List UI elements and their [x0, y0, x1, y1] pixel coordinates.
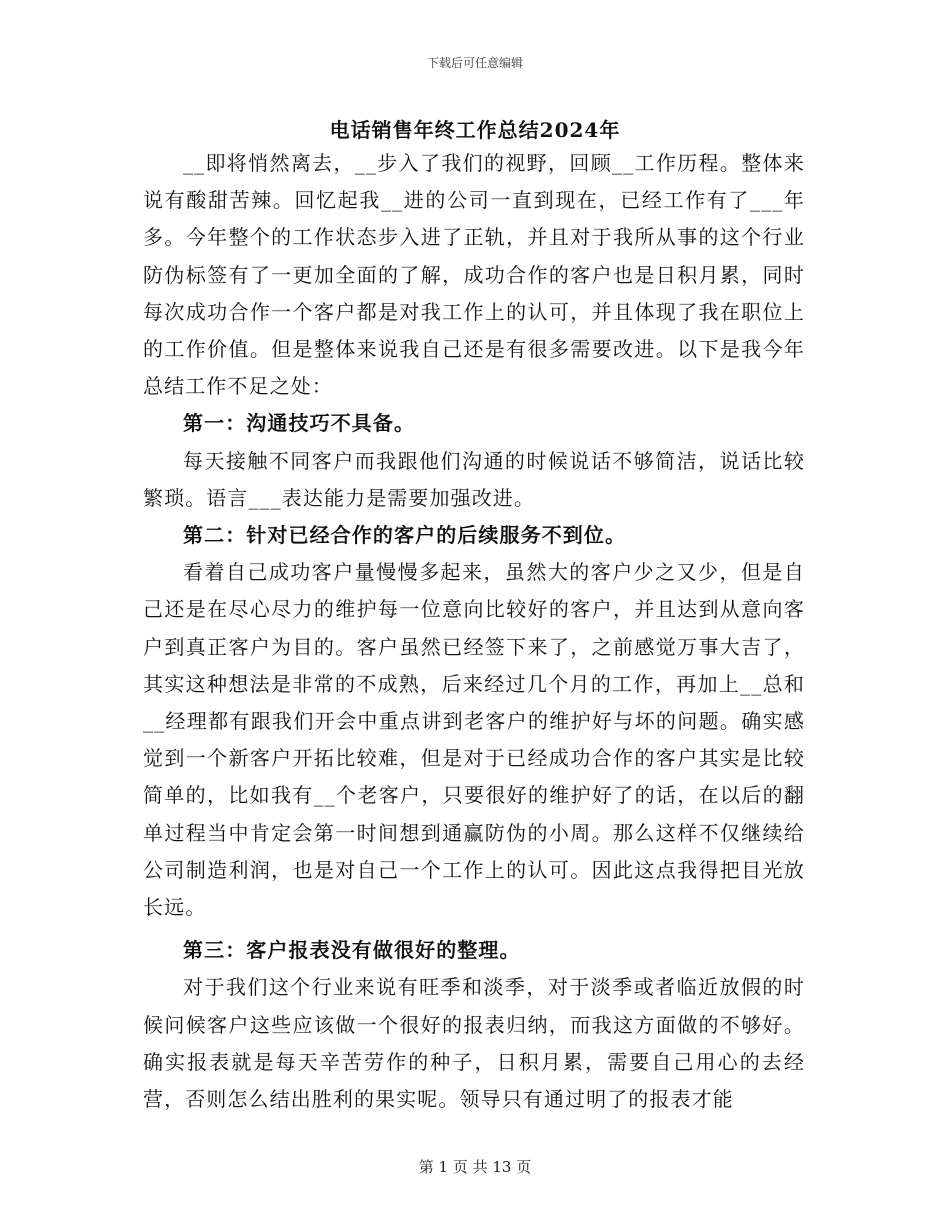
section-heading-3: 第三：客户报表没有做很好的整理。 [183, 938, 521, 963]
document-title: 电话销售年终工作总结2024年 [329, 118, 621, 142]
page-header-note: 下载后可任意编辑 [426, 56, 523, 70]
section-paragraph-1: 每天接触不同客户而我跟他们沟通的时候说话不够简洁，说话比较繁琐。语言___表达能力是需要加强改进。 [143, 448, 805, 510]
section-heading-1: 第一：沟通技巧不具备。 [183, 411, 416, 436]
section-paragraph-3: 对于我们这个行业来说有旺季和淡季，对于淡季或者临近放假的时候问候客户这些应该做一个很好的报表归纳，而我这方面做的不够好。确实报表就是每天辛苦劳作的种子，日积月累，需要自己用心的去经营，否则怎么结出胜利的果实呢。领导只有通过明了的报表才能 [143, 975, 805, 1112]
intro-paragraph: __即将悄然离去，__步入了我们的视野，回顾__工作历程。整体来说有酸甜苦辣。回忆起我__进的公司一直到现在，已经工作有了___年多。今年整个的工作状态步入进了正轨，并且对于我所从事的这个行业防伪标签有了一更加全面的了解，成功合作的客户也是日积月累，同时每次成功合作一个客户都是对我工作上的认可，并且体现了我在职位上的工作价值。但是整体来说我自己还是有很多需要改进。以下是我今年总结工作不足之处： [143, 151, 805, 399]
page-number: 第 1 页 共 13 页 [418, 1158, 532, 1176]
section-paragraph-2: 看着自己成功客户量慢慢多起来，虽然大的客户少之又少，但是自己还是在尽心尽力的维护每一位意向比较好的客户，并且达到从意向客户到真正客户为目的。客户虽然已经签下来了，之前感觉万事大吉了，其实这种想法是非常的不成熟，后来经过几个月的工作，再加上__总和__经理都有跟我们开会中重点讲到老客户的维护好与坏的问题。确实感觉到一个新客户开拓比较难，但是对于已经成功合作的客户其实是比较简单的，比如我有__个老客户，只要很好的维护好了的话，在以后的翻单过程当中肯定会第一时间想到通赢防伪的小周。那么这样不仅继续给公司制造利润，也是对自己一个工作上的认可。因此这点我得把目光放长远。 [143, 560, 805, 920]
document-body [143, 145, 805, 1118]
section-heading-2: 第二：针对已经合作的客户的后续服务不到位。 [183, 523, 627, 548]
